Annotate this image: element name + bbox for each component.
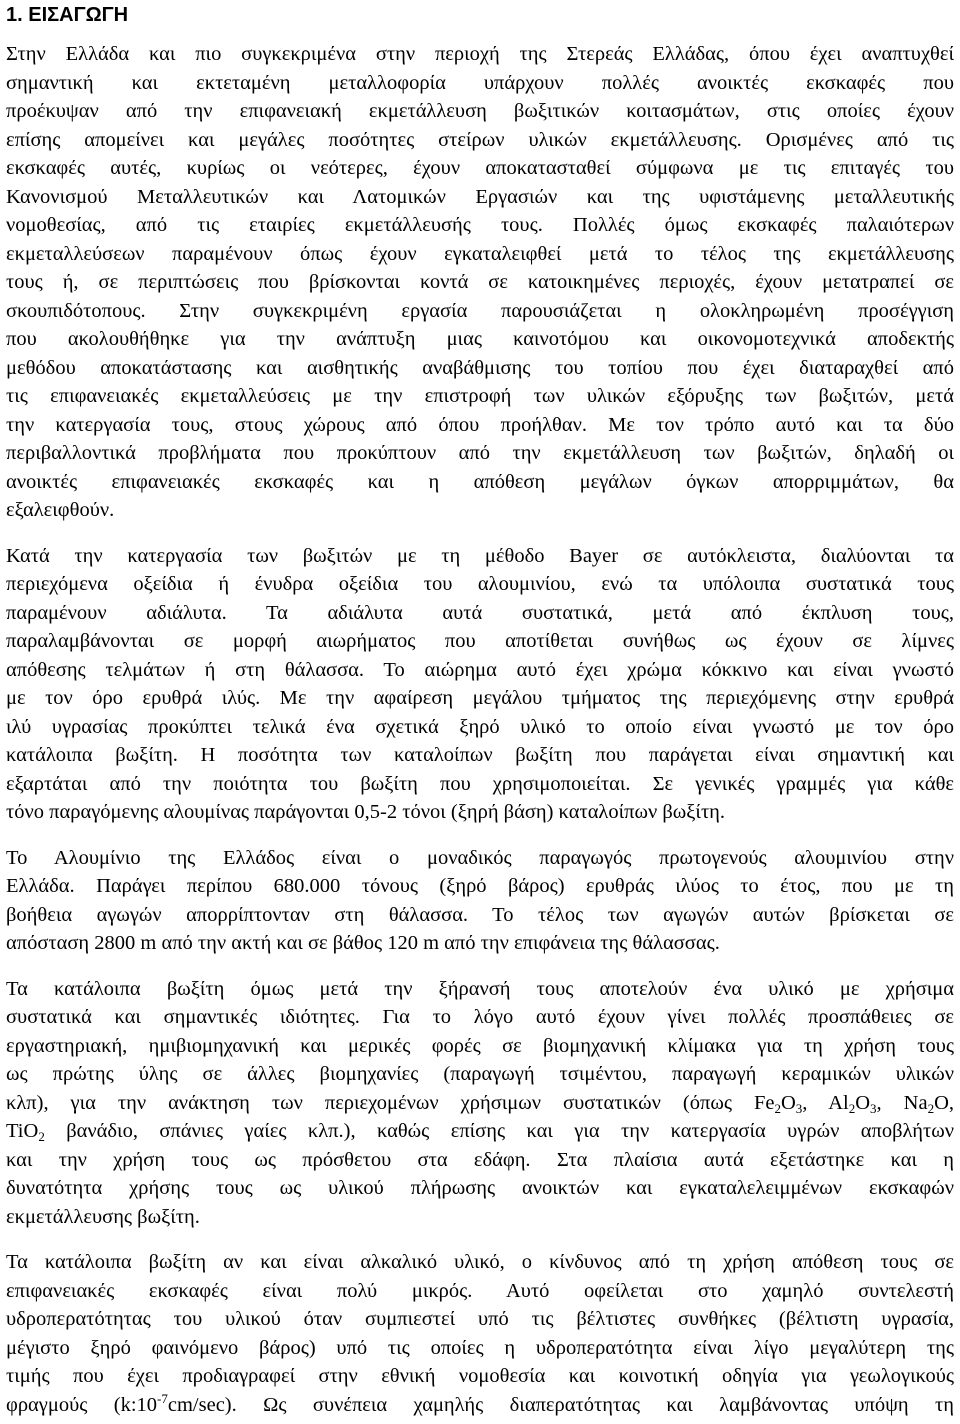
text-line: παραλαμβάνονται σε μορφή αιωρήματος που αποτίθεται συνήθως ως έχουν σε λίμνες (6, 630, 954, 652)
text-line: εκμεταλλεύσεων παραμένουν όπως έχουν εγκαταλειφθεί μετά το τέλος της εκμετάλλευσης (6, 242, 954, 265)
paragraph-4 (6, 975, 954, 1232)
text-line: εκσκαφές αυτές, κυρίως οι νεότερες, έχουν αποκατασταθεί σύμφωνα με τις επιταγές του (6, 157, 954, 179)
text-line: εξαλειφθούν. (6, 499, 115, 521)
text-line: νομοθεσίας, από τις εταιρίες εκμετάλλευσής τους. Πολλές όμως εκσκαφές παλαιότερων (6, 214, 954, 236)
text-line: εξαρτάται από την ποιότητα του βωξίτη που χρησιμοποιείται. Σε γενικές γραμμές για κάθε (6, 772, 954, 795)
text-line: συστατικά και σημαντικές ιδιότητες. Για το λόγο αυτό έχουν γίνει πολλές προσπάθειες σε (6, 1006, 954, 1028)
text-line: ιλύ υγρασίας προκύπτει τελικά ένα σχετικά ξηρό υλικό το οποίο είναι γνωστό με τον όρο (6, 715, 954, 738)
text-line: σκουπιδότοπους. Στην συγκεκριμένη εργασία παρουσιάζεται η ολοκληρωμένη προσέγγιση (6, 299, 954, 322)
permeability-line: φραγμούς $(k:10^{-7}cm/\sec)$. Ως συνέπεια χαμηλής διαπερατότητας και λαμβάνοντας υπόψη τη (6, 1390, 954, 1416)
text-line: επιφανειακές εκσκαφές είναι πολύ μικρός. Αυτό οφείλεται στο χαμηλό συντελεστή (6, 1279, 954, 1302)
text-line: επίσης απομείνει και μεγάλες ποσότητες στείρων υλικών εκμετάλλευσης. Ορισμένες από τις (6, 128, 954, 151)
text-line: τόνο παραγόμενης αλουμίνας παράγονται 0,5-2 τόνοι (ξηρή βάση) καταλοίπων βωξίτη. (6, 801, 726, 823)
text-line: και την χρήση τους ως πρόσθετου στα εδάφη. Στα πλαίσια αυτά εξετάστηκε και η (6, 1148, 954, 1171)
text-line: μέγιστο ξηρό φαινόμενο βάρος) υπό τις οποίες η υδροπερατότητα είναι λίγο μεγαλύτερη της (6, 1336, 954, 1359)
text-line: απόσταση 2800 m από την ακτή και σε βάθος 120 m από την επιφάνεια της θάλασσας. (6, 932, 720, 954)
text-line: Κανονισμού Μεταλλευτικών και Λατομικών Εργασιών και της υφιστάμενης μεταλλευτικής (6, 185, 954, 208)
text-line: Τα κατάλοιπα βωξίτη αν και είναι αλκαλικό υλικό, ο κίνδυνος από τη χρήση απόθεση τους σε (6, 1251, 954, 1273)
text-line: σημαντική και εκτεταμένη μεταλλοφορία υπάρχουν πολλές ανοικτές εκσκαφές που (6, 71, 954, 94)
text-line: με τον όρο ερυθρά ιλύς. Με την αφαίρεση μεγάλου τμήματος της περιεχόμενης στην ερυθρά (6, 687, 954, 709)
text-line: παραμένουν αδιάλυτα. Τα αδιάλυτα αυτά συστατικά, μετά από έκπλυση τους, (6, 601, 954, 624)
text-line: ως πρώτης ύλης σε άλλες βιομηχανίες (παραγωγή τσιμέντου, παραγωγή κεραμικών υλικών (6, 1063, 954, 1085)
text-line: περιβαλλοντικά προβλήματα που προκύπτουν από την εκμετάλλευση των βωξιτών, δηλαδή οι (6, 442, 954, 464)
text-line: προέκυψαν από την επιφανειακή εκμετάλλευση βωξιτικών κοιτασμάτων, στις οποίες έχουν (6, 100, 954, 122)
text-line: υδροπερατότητας του υλικού όταν συμπιεστεί υπό τις βέλτιστες συνθήκες (βέλτιστη υγρασία, (6, 1308, 954, 1330)
formula-na2o: $Na_2O$, (903, 1091, 954, 1116)
paragraph-2 (6, 542, 954, 827)
text-line: περιεχόμενα οξείδια ή ένυδρα οξείδια του αλουμινίου, ενώ τα υπόλοιπα συστατικά τους (6, 573, 954, 595)
document-page (6, 0, 954, 1419)
text-line: εκμετάλλευσης βωξίτη. (6, 1205, 200, 1228)
formula-line: κλπ), για την ανάκτηση των περιεχομένων χρήσιμων συστατικών (όπως $Fe_2O_3$, $Al_2O_3$, $Na_2O$, (6, 1091, 954, 1116)
text-line: Στην Ελλάδα και πιο συγκεκριμένα στην περιοχή της Στερεάς Ελλάδας, όπου έχει αναπτυχθεί (6, 43, 954, 65)
text-line: Το Αλουμίνιο της Ελλάδος είναι ο μοναδικός παραγωγός πρωτογενούς αλουμινίου στην (6, 846, 954, 869)
paragraph-5 (6, 1248, 954, 1419)
formula-fe2o3: $Fe_2O_3$ (753, 1091, 803, 1116)
text-line: βοήθεια αγωγών απορρίπτονταν στη θάλασσα. Το τέλος των αγωγών αυτών βρίσκεται σε (6, 903, 954, 926)
formula-al2o3: $Al_2O_3$ (828, 1091, 877, 1116)
text-line: Ελλάδα. Παράγει περίπου 680.000 τόνους (ξηρό βάρος) ερυθράς ιλύος το έτος, που με τη (6, 875, 954, 897)
text-line: τιμής που έχει προδιαγραφεί στην εθνική νομοθεσία και κοινοτική οδηγία για γεωλογικούς (6, 1365, 954, 1387)
text-line: Κατά την κατεργασία των βωξιτών με τη μέθοδο Bayer σε αυτόκλειστα, διαλύονται τα (6, 544, 954, 567)
text-line: δυνατότητα χρήσης τους ως υλικού πλήρωσης ανοικτών και εγκαταλελειμμένων εκσκαφών (6, 1177, 954, 1199)
paragraph-1 (6, 40, 954, 525)
text-line: εργαστηριακή, ημιβιομηχανική και μερικές φορές σε βιομηχανική κλίμακα για τη χρήση τους (6, 1034, 954, 1057)
section-heading: 1. ΕΙΣΑΓΩΓΗ (6, 4, 129, 26)
text-line: Τα κατάλοιπα βωξίτη όμως μετά την ξήρανσή τους αποτελούν ένα υλικό με χρήσιμα (6, 977, 954, 1000)
text-line: απόθεσης τελμάτων ή στη θάλασσα. Το αιώρημα αυτό έχει χρώμα κόκκινο και είναι γνωστό (6, 658, 954, 681)
text-line: που ακολουθήθηκε για την ανάπτυξη μιας καινοτόμου και οικονομοτεχνικά αποδεκτής (6, 328, 954, 350)
text-line: την κατεργασία τους, στους χώρους από όπου προήλθαν. Με τον τρόπο αυτό και τα δύο (6, 413, 954, 436)
text-line: τις επιφανειακές εκμεταλλεύσεις με την επιστροφή των υλικών εξόρυξης των βωξιτών, μετά (6, 385, 954, 407)
text-line: ανοικτές επιφανειακές εκσκαφές και η απόθεση μεγάλων όγκων απορριμμάτων, θα (6, 470, 954, 493)
formula-line-tio2: TiO$_2$ βανάδιο, σπάνιες γαίες κλπ.), καθώς επίσης και για την κατεργασία υγρών αποβλήτων (6, 1120, 954, 1144)
text-line: κατάλοιπα βωξίτη. Η ποσότητα των καταλοίπων βωξίτη που παράγεται είναι σημαντική και (6, 744, 954, 766)
text-line: μεθόδου αποκατάστασης και αισθητικής αναβάθμισης του τοπίου που έχει διαταραχθεί από (6, 356, 954, 379)
paragraph-3 (6, 844, 954, 958)
text-line: τους ή, σε περιπτώσεις που βρίσκονται κοντά σε κατοικημένες περιοχές, έχουν μετατραπεί σε (6, 271, 954, 293)
